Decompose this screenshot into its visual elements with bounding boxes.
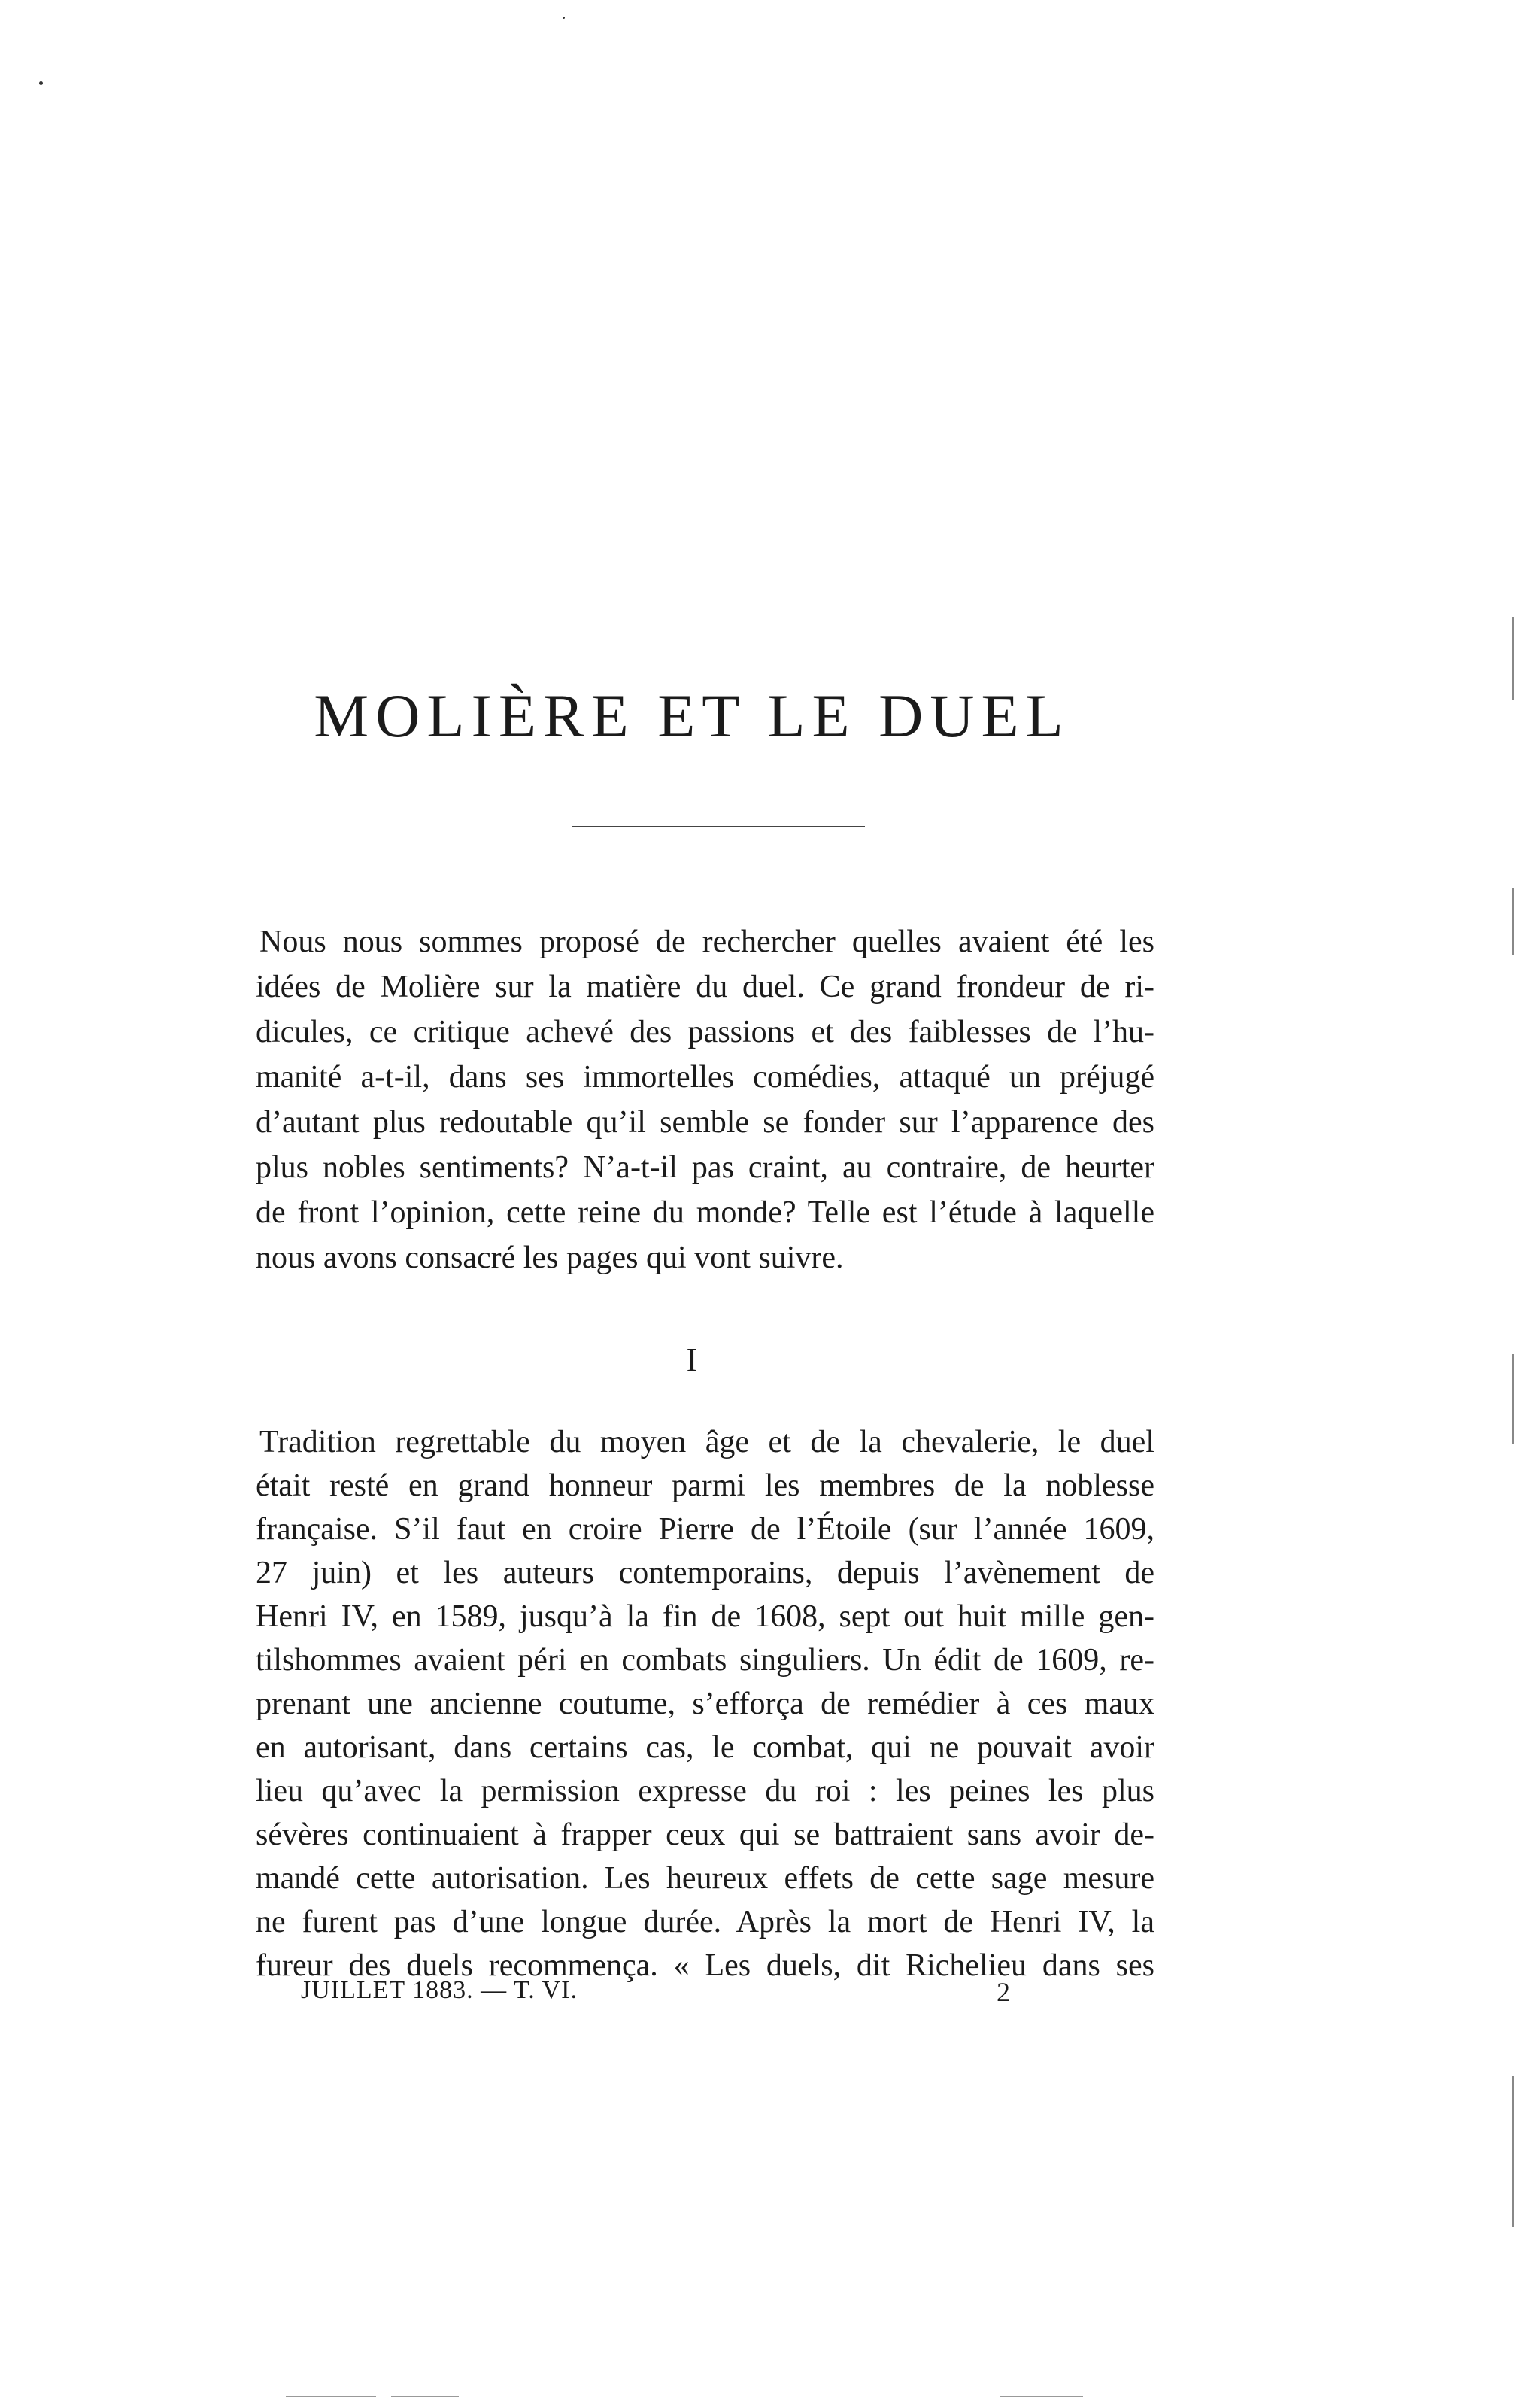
scan-speck: [563, 17, 565, 19]
body-line: prenant une ancienne coutume, s’efforça de remédier à ces maux: [256, 1687, 1154, 1721]
intro-line: dicules, ce critique achevé des passions et des faiblesses de l’hu-: [256, 1015, 1154, 1049]
footer-signature-mark: 2: [997, 1977, 1010, 2007]
intro-line: manité a-t-il, dans ses immortelles comédies, attaqué un préjugé: [256, 1060, 1154, 1095]
intro-line: Nous nous sommes proposé de rechercher quelles avaient été les: [259, 925, 1154, 959]
footer-issue: JUILLET 1883. — T. VI.: [301, 1976, 578, 2004]
body-line: sévères continuaient à frapper ceux qui se battraient sans avoir de-: [256, 1817, 1154, 1852]
body-line: était resté en grand honneur parmi les membres de la noblesse: [256, 1468, 1154, 1503]
intro-line: plus nobles sentiments? N’a-t-il pas craint, au contraire, de heurter: [256, 1150, 1154, 1185]
intro-line: d’autant plus redoutable qu’il semble se fonder sur l’apparence des: [256, 1105, 1154, 1140]
intro-line: de front l’opinion, cette reine du monde? Telle est l’étude à laquelle: [256, 1195, 1154, 1230]
title-divider: [572, 826, 865, 827]
scan-edge-mark: [286, 2396, 376, 2397]
body-line: ne furent pas d’une longue durée. Après la mort de Henri IV, la: [256, 1905, 1154, 1939]
scan-edge-mark: [391, 2396, 459, 2397]
body-line: 27 juin) et les auteurs contemporains, depuis l’avènement de: [256, 1556, 1154, 1590]
body-line: Tradition regrettable du moyen âge et de la chevalerie, le duel: [259, 1425, 1154, 1459]
intro-line: nous avons consacré les pages qui vont suivre.: [256, 1240, 844, 1275]
body-line: en autorisant, dans certains cas, le combat, qui ne pouvait avoir: [256, 1730, 1154, 1765]
body-line: tilshommes avaient péri en combats singuliers. Un édit de 1609, re-: [256, 1643, 1154, 1678]
body-line: française. S’il faut en croire Pierre de l’Étoile (sur l’année 1609,: [256, 1512, 1154, 1547]
scan-speck: [39, 81, 43, 85]
article-title: MOLIÈRE ET LE DUEL: [314, 682, 1070, 750]
body-line: Henri IV, en 1589, jusqu’à la fin de 1608, sept out huit mille gen-: [256, 1599, 1154, 1634]
scan-edge-mark: [1000, 2396, 1083, 2397]
body-line: mandé cette autorisation. Les heureux effets de cette sage mesure: [256, 1861, 1154, 1896]
body-line: lieu qu’avec la permission expresse du roi : les peines les plus: [256, 1774, 1154, 1808]
intro-line: idées de Molière sur la matière du duel. Ce grand frondeur de ri-: [256, 970, 1154, 1004]
section-number: I: [686, 1341, 698, 1378]
body-line: fureur des duels recommença. « Les duels, dit Richelieu dans ses: [256, 1948, 1154, 1983]
